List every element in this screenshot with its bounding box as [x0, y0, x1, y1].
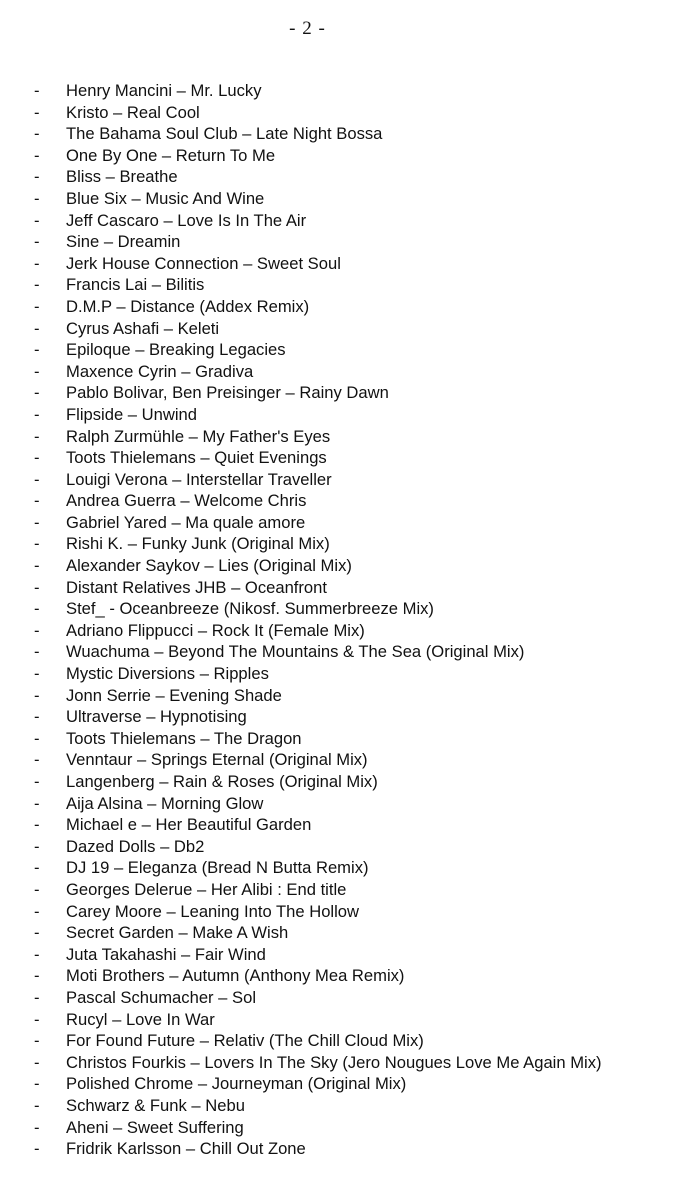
- track-title: Michael e – Her Beautiful Garden: [66, 815, 312, 835]
- track-title: Pablo Bolivar, Ben Preisinger – Rainy Dawn: [66, 383, 389, 403]
- track-item: [34, 577, 654, 599]
- track-item: [34, 210, 654, 232]
- list-bullet: -: [34, 296, 40, 316]
- list-bullet: -: [34, 664, 40, 684]
- track-item: [34, 857, 654, 879]
- list-bullet: -: [34, 1139, 40, 1159]
- track-item: [34, 490, 654, 512]
- track-title: Henry Mancini – Mr. Lucky: [66, 81, 262, 100]
- track-title: Georges Delerue – Her Alibi : End title: [66, 879, 347, 899]
- list-bullet: -: [34, 1009, 40, 1029]
- track-item: [34, 469, 654, 491]
- track-item: [34, 512, 654, 534]
- list-bullet: -: [34, 707, 40, 727]
- list-bullet: -: [34, 1117, 40, 1137]
- track-item: [34, 706, 654, 728]
- list-bullet: -: [34, 1074, 40, 1094]
- track-item: [34, 1138, 654, 1160]
- track-title: Jonn Serrie – Evening Shade: [66, 685, 282, 705]
- list-bullet: -: [34, 102, 40, 122]
- list-bullet: -: [34, 340, 40, 360]
- list-bullet: -: [34, 772, 40, 791]
- list-bullet: -: [34, 469, 40, 489]
- track-title: Kristo – Real Cool: [66, 102, 200, 122]
- list-bullet: -: [34, 361, 40, 381]
- track-item: [34, 728, 654, 750]
- list-bullet: -: [34, 858, 40, 878]
- track-title: Toots Thielemans – The Dragon: [66, 728, 302, 748]
- track-item: [34, 404, 654, 426]
- list-bullet: -: [34, 642, 40, 662]
- track-item: [34, 318, 654, 340]
- list-bullet: -: [34, 81, 40, 100]
- track-title: For Found Future – Relativ (The Chill Cloud Mix): [66, 1031, 424, 1051]
- track-title: Pascal Schumacher – Sol: [66, 987, 257, 1007]
- list-bullet: -: [34, 253, 40, 273]
- track-title: Venntaur – Springs Eternal (Original Mix): [66, 750, 368, 770]
- track-title: Alexander Saykov – Lies (Original Mix): [66, 556, 352, 576]
- track-title: Louigi Verona – Interstellar Traveller: [66, 469, 332, 489]
- track-item: [34, 814, 654, 836]
- track-item: [34, 231, 654, 253]
- track-item: [34, 123, 654, 145]
- list-bullet: -: [34, 987, 40, 1007]
- track-item: [34, 382, 654, 404]
- track-item: [34, 1009, 654, 1031]
- track-item: [34, 749, 654, 771]
- track-title: Sine – Dreamin: [66, 232, 181, 252]
- track-item: [34, 1052, 654, 1074]
- track-item: [34, 188, 654, 210]
- track-title: Dazed Dolls – Db2: [66, 836, 205, 856]
- list-bullet: -: [34, 599, 40, 619]
- list-bullet: -: [34, 1052, 40, 1072]
- track-item: [34, 987, 654, 1009]
- track-item: [34, 793, 654, 815]
- list-bullet: -: [34, 404, 40, 424]
- track-item: [34, 426, 654, 448]
- list-bullet: -: [34, 836, 40, 856]
- track-title: Polished Chrome – Journeyman (Original Mix): [66, 1074, 407, 1094]
- track-item: [34, 253, 654, 275]
- list-bullet: -: [34, 923, 40, 943]
- list-bullet: -: [34, 275, 40, 295]
- track-item: [34, 166, 654, 188]
- track-item: [34, 361, 654, 383]
- track-item: [34, 533, 654, 555]
- track-title: Langenberg – Rain & Roses (Original Mix): [66, 772, 378, 791]
- track-title: Fridrik Karlsson – Chill Out Zone: [66, 1139, 306, 1159]
- track-title: D.M.P – Distance (Addex Remix): [66, 296, 310, 316]
- track-item: [34, 922, 654, 944]
- track-item: [34, 80, 654, 102]
- track-title: Rishi K. – Funky Junk (Original Mix): [66, 534, 330, 554]
- track-title: Toots Thielemans – Quiet Evenings: [66, 448, 327, 468]
- track-title: Adriano Flippucci – Rock It (Female Mix): [66, 620, 365, 640]
- list-bullet: -: [34, 944, 40, 964]
- track-item: [34, 1073, 654, 1095]
- list-bullet: -: [34, 188, 40, 208]
- track-item: [34, 965, 654, 987]
- list-bullet: -: [34, 491, 40, 511]
- track-item: [34, 641, 654, 663]
- track-item: [34, 274, 654, 296]
- page-number: - 2 -: [289, 18, 326, 39]
- track-title: Christos Fourkis – Lovers In The Sky (Jero Nougues Love Me Again Mix): [66, 1052, 602, 1072]
- track-item: [34, 771, 654, 793]
- track-title: Cyrus Ashafi – Keleti: [66, 318, 220, 338]
- track-item: [34, 685, 654, 707]
- track-title: Blue Six – Music And Wine: [66, 188, 265, 208]
- track-title: Aheni – Sweet Suffering: [66, 1117, 244, 1137]
- track-item: [34, 1117, 654, 1139]
- track-item: [34, 296, 654, 318]
- list-bullet: -: [34, 426, 40, 446]
- track-title: Maxence Cyrin – Gradiva: [66, 361, 254, 381]
- list-bullet: -: [34, 793, 40, 813]
- track-title: Flipside – Unwind: [66, 404, 197, 424]
- track-title: Ultraverse – Hypnotising: [66, 707, 247, 727]
- list-bullet: -: [34, 728, 40, 748]
- list-bullet: -: [34, 512, 40, 532]
- track-title: Epiloque – Breaking Legacies: [66, 340, 286, 360]
- track-item: [34, 620, 654, 642]
- track-title: Andrea Guerra – Welcome Chris: [66, 491, 307, 511]
- track-title: Jeff Cascaro – Love Is In The Air: [66, 210, 307, 230]
- list-bullet: -: [34, 145, 40, 165]
- list-bullet: -: [34, 1095, 40, 1115]
- list-bullet: -: [34, 815, 40, 835]
- list-bullet: -: [34, 383, 40, 403]
- list-bullet: -: [34, 620, 40, 640]
- track-title: Wuachuma – Beyond The Mountains & The Sea (Original Mix): [66, 642, 525, 662]
- track-title: Secret Garden – Make A Wish: [66, 923, 289, 943]
- list-bullet: -: [34, 685, 40, 705]
- track-title: Carey Moore – Leaning Into The Hollow: [66, 901, 360, 921]
- track-item: [34, 102, 654, 124]
- list-bullet: -: [34, 901, 40, 921]
- list-bullet: -: [34, 210, 40, 230]
- track-item: [34, 836, 654, 858]
- track-title: Juta Takahashi – Fair Wind: [66, 944, 266, 964]
- track-item: [34, 447, 654, 469]
- list-bullet: -: [34, 750, 40, 770]
- track-title: Stef_ - Oceanbreeze (Nikosf. Summerbreeze Mix): [66, 599, 434, 619]
- list-bullet: -: [34, 448, 40, 468]
- track-title: Bliss – Breathe: [66, 167, 178, 187]
- list-bullet: -: [34, 556, 40, 576]
- list-bullet: -: [34, 318, 40, 338]
- list-bullet: -: [34, 124, 40, 144]
- list-bullet: -: [34, 167, 40, 187]
- track-title: Jerk House Connection – Sweet Soul: [66, 253, 341, 273]
- track-title: Distant Relatives JHB – Oceanfront: [66, 577, 328, 597]
- track-item: [34, 598, 654, 620]
- track-title: Rucyl – Love In War: [66, 1009, 215, 1029]
- track-title: Schwarz & Funk – Nebu: [66, 1095, 245, 1115]
- track-title: Aija Alsina – Morning Glow: [66, 793, 264, 813]
- track-item: [34, 1095, 654, 1117]
- track-item: [34, 339, 654, 361]
- track-title: Francis Lai – Bilitis: [66, 275, 205, 295]
- track-list: [34, 80, 654, 1160]
- list-bullet: -: [34, 232, 40, 252]
- track-item: [34, 901, 654, 923]
- track-title: One By One – Return To Me: [66, 145, 276, 165]
- track-item: [34, 1030, 654, 1052]
- track-title: Ralph Zurmühle – My Father's Eyes: [66, 426, 331, 446]
- list-bullet: -: [34, 966, 40, 986]
- list-bullet: -: [34, 577, 40, 597]
- track-title: Gabriel Yared – Ma quale amore: [66, 512, 306, 532]
- track-title: Moti Brothers – Autumn (Anthony Mea Remix): [66, 966, 405, 986]
- track-item: [34, 663, 654, 685]
- track-item: [34, 145, 654, 167]
- track-title: DJ 19 – Eleganza (Bread N Butta Remix): [66, 858, 369, 878]
- track-item: [34, 944, 654, 966]
- track-item: [34, 879, 654, 901]
- list-bullet: -: [34, 1031, 40, 1051]
- track-title: Mystic Diversions – Ripples: [66, 664, 269, 684]
- list-bullet: -: [34, 534, 40, 554]
- track-title: The Bahama Soul Club – Late Night Bossa: [66, 124, 383, 144]
- track-item: [34, 555, 654, 577]
- list-bullet: -: [34, 879, 40, 899]
